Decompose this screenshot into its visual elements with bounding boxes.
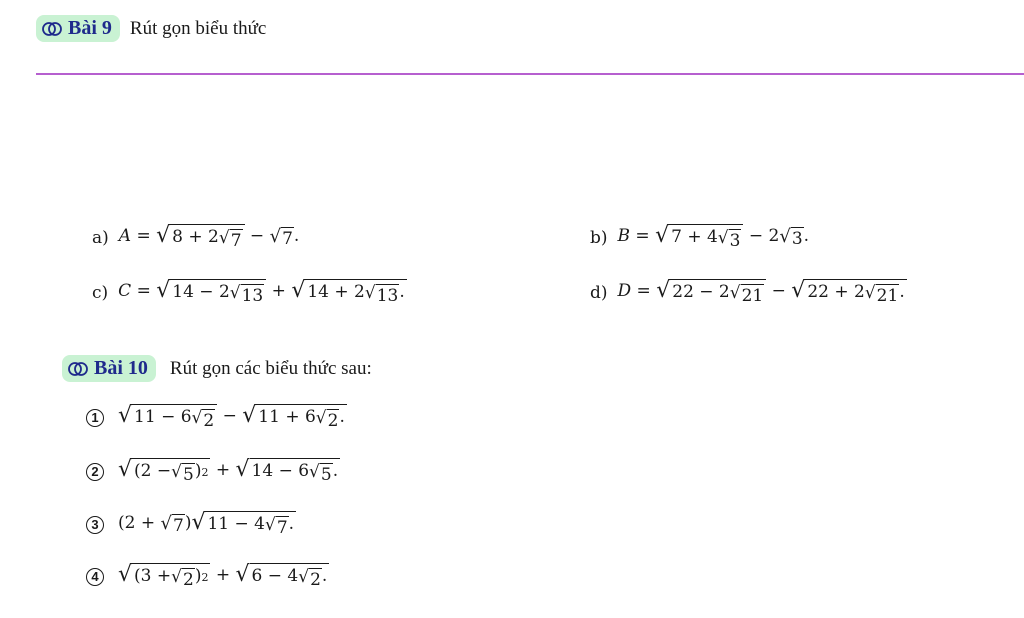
exercise-9-label: Bài 9 [68,17,112,39]
item-label: a) [92,227,109,248]
item-expression: C = √ 14 − 2 √ 13 + √ 14 + 2 √ 13 . [118,278,405,306]
exercise-10-badge [62,355,156,382]
exercise-9-title: Rút gọn biểu thức [129,17,267,39]
exercise-10-item-2 [86,458,340,485]
exercise-9-item-d [590,279,907,306]
section-divider [36,73,1024,75]
exercise-9-item-c [92,279,407,306]
exercise-9-header [36,15,266,42]
exercise-icon [42,21,62,37]
exercise-10-item-3 [86,511,296,538]
item-expression: A = √ 8 + 2 √ 7 − √ 7 . [118,223,300,251]
exercise-9-badge [36,15,120,42]
item-expression: √ 11 − 6 √ 2 − √ 11 + 6 √ 2 . [118,403,345,431]
exercise-10-item-4 [86,563,329,590]
item-label: d) [590,282,608,303]
exercise-9-item-a [92,224,299,251]
item-number-badge: 3 [86,516,104,534]
item-number-badge: 2 [86,463,104,481]
item-expression: (2 + √ 7 ) √ 11 − 4 √ 7 . [118,510,295,538]
exercise-10-label: Bài 10 [94,357,148,379]
exercise-icon [68,361,88,377]
item-expression: √ (2 − √ 5 ) 2 + √ 14 − 6 √ 5 . [118,457,339,485]
item-expression: B = √ 7 + 4 √ 3 − 2 √ 3 . [617,223,810,251]
item-number-badge: 1 [86,409,104,427]
exercise-10-item-1 [86,404,347,431]
exercise-9-item-b [590,224,809,251]
item-label: b) [590,227,608,248]
exercise-10-header [62,355,372,382]
item-number-badge: 4 [86,568,104,586]
item-expression: D = √ 22 − 2 √ 21 − √ 22 + 2 √ 21 . [617,278,905,306]
item-label: c) [92,282,109,303]
exercise-10-title: Rút gọn các biểu thức sau: [169,357,372,379]
item-expression: √ (3 + √ 2 ) 2 + √ 6 − 4 √ 2 . [118,562,328,590]
